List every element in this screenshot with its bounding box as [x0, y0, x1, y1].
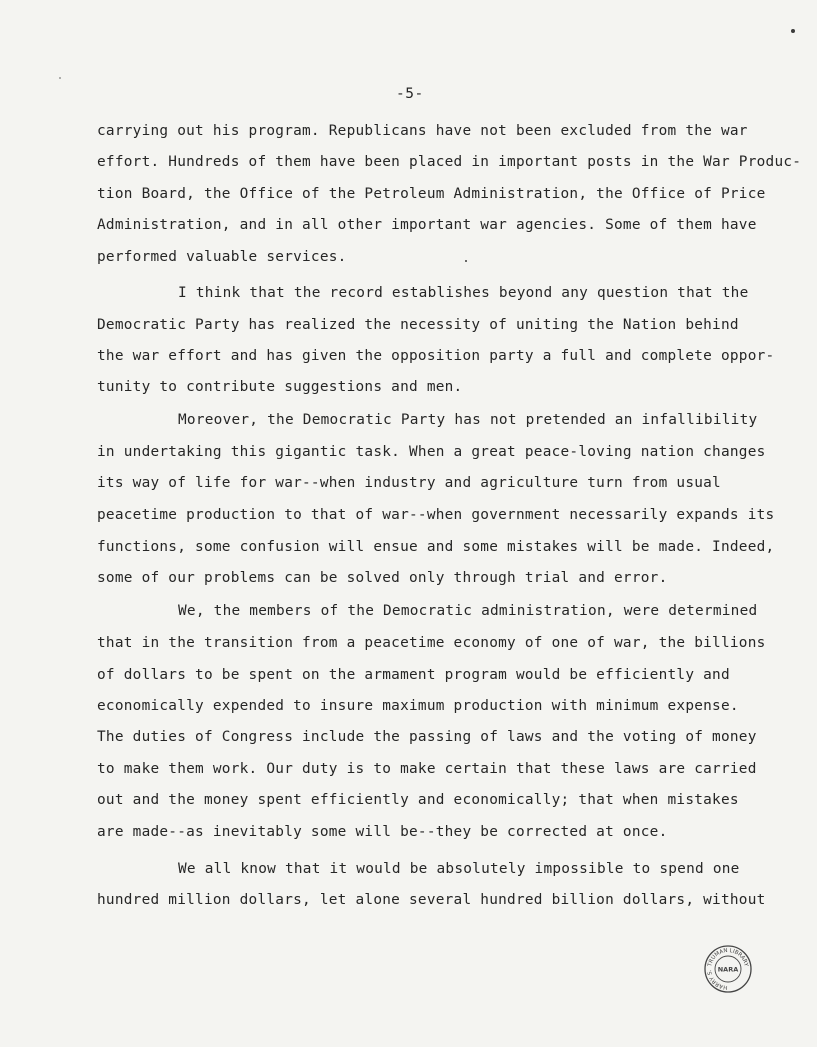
stamp-center-text: NARA [717, 965, 739, 974]
text-line: Administration, and in all other important war agencies. Some of them have [97, 217, 757, 233]
text-line: out and the money spent efficiently and economically; that when mistakes [97, 792, 739, 808]
text-line: that in the transition from a peacetime economy of one of war, the billions [97, 635, 766, 651]
text-line: functions, some confusion will ensue and some mistakes will be made. Indeed, [97, 539, 775, 555]
text-line: some of our problems can be solved only through trial and error. [97, 570, 668, 586]
text-line: peacetime production to that of war--when government necessarily expands its [97, 507, 775, 523]
text-line: economically expended to insure maximum production with minimum expense. [97, 698, 739, 714]
text-line: tunity to contribute suggestions and men. [97, 379, 463, 395]
page-number: -5- [396, 86, 424, 102]
text-line: to make them work. Our duty is to make certain that these laws are carried [97, 761, 757, 777]
text-line: are made--as inevitably some will be--they be corrected at once. [97, 824, 668, 840]
text-line: We all know that it would be absolutely impossible to spend one [178, 861, 740, 877]
text-line: The duties of Congress include the passing of laws and the voting of money [97, 729, 757, 745]
text-line: carrying out his program. Republicans have not been excluded from the war [97, 123, 748, 139]
text-line: its way of life for war--when industry and agriculture turn from usual [97, 475, 721, 491]
paper-speck [465, 260, 467, 262]
text-line: the war effort and has given the opposition party a full and complete oppor- [97, 348, 775, 364]
text-line: hundred million dollars, let alone several hundred billion dollars, without [97, 892, 766, 908]
text-line: I think that the record establishes beyond any question that the [178, 285, 749, 301]
text-line: tion Board, the Office of the Petroleum Administration, the Office of Price [97, 186, 766, 202]
text-line: of dollars to be spent on the armament program would be efficiently and [97, 667, 730, 683]
text-line: in undertaking this gigantic task. When a great peace-loving nation changes [97, 444, 766, 460]
stamp-top-text: TRUMAN LIBRARY [707, 947, 749, 968]
text-line: Moreover, the Democratic Party has not pretended an infallibility [178, 412, 758, 428]
text-line: performed valuable services. [97, 249, 347, 265]
text-line: effort. Hundreds of them have been placed in important posts in the War Produc- [97, 154, 802, 170]
stamp-side-text: HARRY S. [706, 969, 728, 991]
paper-speck [791, 29, 795, 33]
truman-library-stamp [703, 944, 753, 994]
text-line: Democratic Party has realized the necessity of uniting the Nation behind [97, 317, 739, 333]
text-line: We, the members of the Democratic administration, were determined [178, 603, 758, 619]
paper-speck [59, 77, 61, 79]
